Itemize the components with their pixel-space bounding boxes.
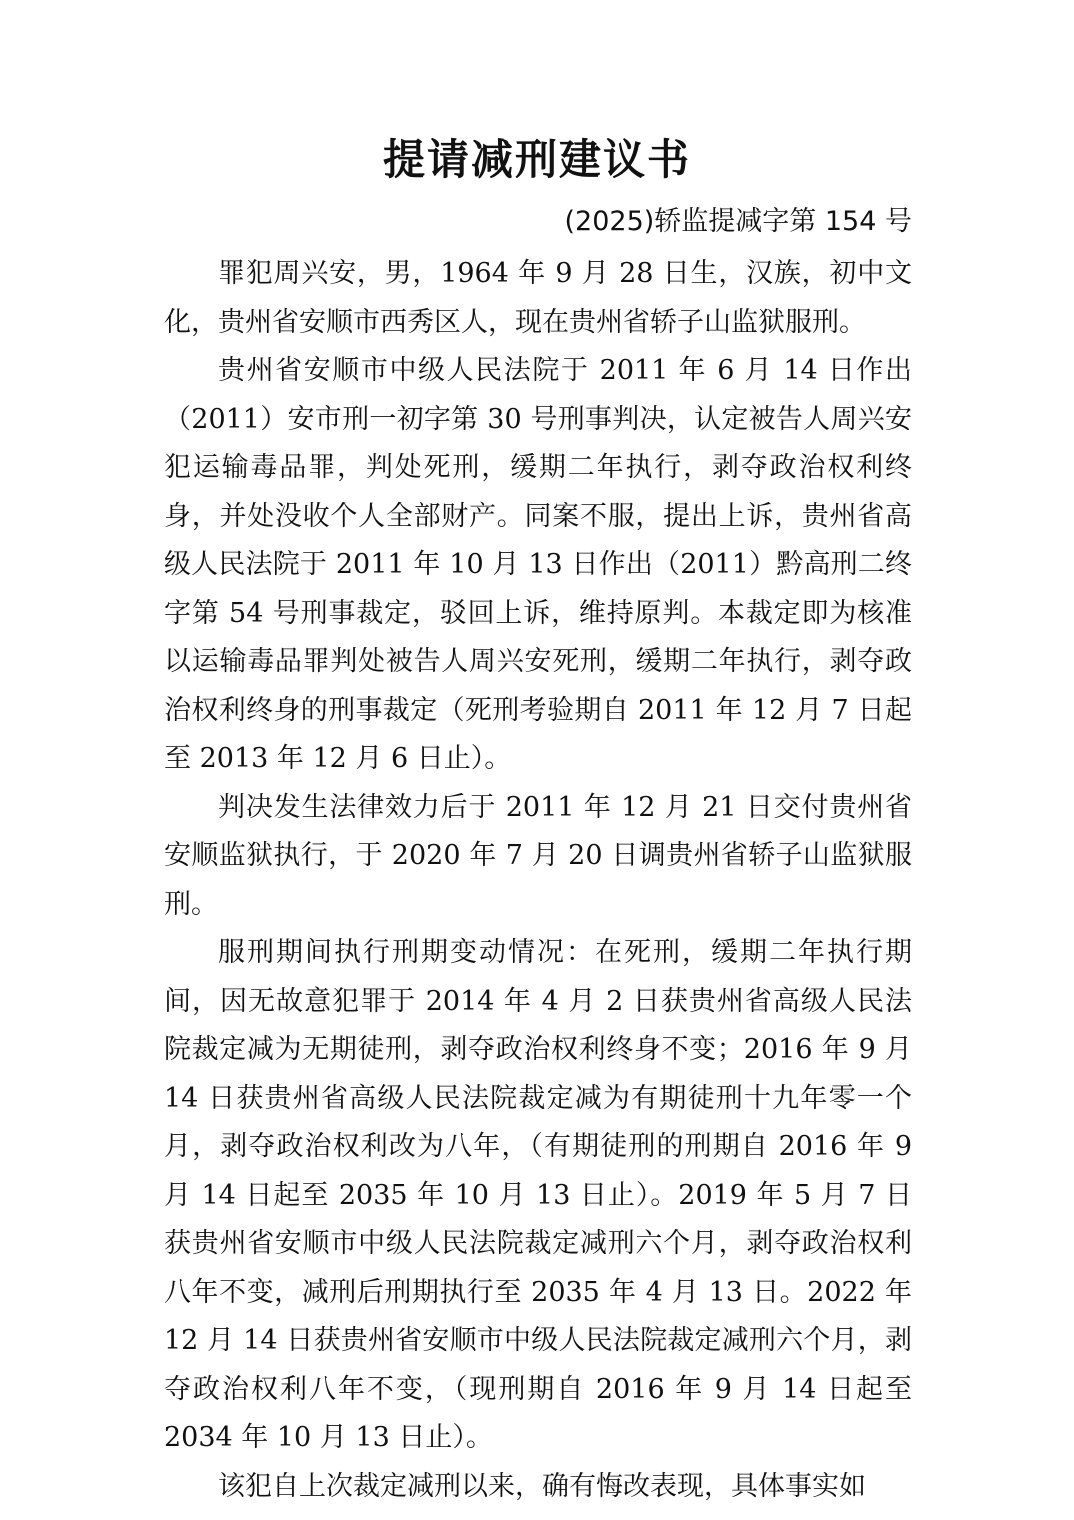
document-body (164, 250, 912, 1511)
paragraph-repentance: 该犯自上次裁定减刑以来，确有悔改表现，具体事实如 (218, 1470, 866, 1502)
paragraph-sentence-changes: 服刑期间执行刑期变动情况：在死刑，缓期二年执行期间，因无故意犯罪于 2014 年 4 月 2 日获贵州省高级人民法院裁定减为无期徒刑，剥夺政治权利终身不变；2016 年 9 月 14 日获贵州省高级人民法院裁定减为有期徒刑十九年零一个月，剥夺政治权利改为八年，（有期徒刑的刑期自 2016 年 9 月 14 日起至 2035 年 10 月 13 日止）。2019 年 5 月 7 日获贵州省安顺市中级人民法院裁定减刑六个月，剥夺政治权利八年不变，减刑后刑期执行至 2035 年 4 月 13 日。2022 年 12 月 14 日获贵州省安顺市中级人民法院裁定减刑六个月，剥夺政治权利八年不变，（现刑期自 2016 年 9 月 14 日起至 2034 年 10 月 13 日止）。 (164, 937, 912, 1453)
paragraph-criminal-info: 罪犯周兴安，男，1964 年 9 月 28 日生，汉族，初中文化，贵州省安顺市西秀区人，现在贵州省轿子山监狱服刑。 (164, 258, 912, 338)
paragraph-execution-transfer: 判决发生法律效力后于 2011 年 12 月 21 日交付贵州省安顺监狱执行，于 2020 年 7 月 20 日调贵州省轿子山监狱服刑。 (164, 791, 912, 920)
document-title: 提请减刑建议书 (382, 135, 691, 184)
paragraph-original-judgment: 贵州省安顺市中级人民法院于 2011 年 6 月 14 日作出（2011）安市刑一初字第 30 号刑事判决，认定被告人周兴安犯运输毒品罪，判处死刑，缓期二年执行，剥夺政治权利终身，并处没收个人全部财产。同案不服，提出上诉，贵州省高级人民法院于 2011 年 10 月 13 日作出（2011）黔高刑二终字第 54 号刑事裁定，驳回上诉，维持原判。本裁定即为核准以运输毒品罪判处被告人周兴安死刑，缓期二年执行，剥夺政治权利终身的刑事裁定（死刑考验期自 2011 年 12 月 7 日起至 2013 年 12 月 6 日止）。 (164, 355, 912, 774)
document-number: (2025)轿监提减字第 154 号 (564, 206, 912, 237)
